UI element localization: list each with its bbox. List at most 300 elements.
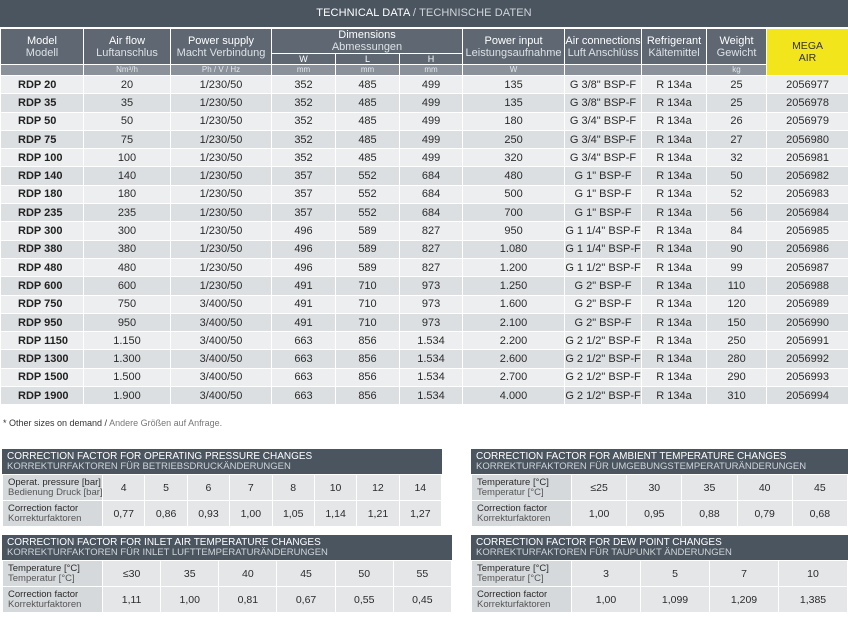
cell-dim-l: 710 bbox=[336, 313, 400, 331]
col-power-input: Power input Leistungsaufnahme bbox=[463, 29, 565, 65]
cell-model: RDP 1500 bbox=[1, 368, 84, 386]
cell-air-connection: G 2 1/2" BSP-F bbox=[565, 368, 642, 386]
correction-header bbox=[471, 535, 848, 560]
cell-power-input: 1.080 bbox=[463, 240, 565, 258]
cell-dim-w: 357 bbox=[272, 185, 336, 203]
dim-h-label: H bbox=[400, 54, 463, 65]
unit-airflow: Nm³/h bbox=[84, 65, 171, 76]
correction-factor-cell: 0,55 bbox=[335, 587, 393, 613]
correction-input-cell: 12 bbox=[357, 475, 399, 501]
header-row bbox=[1, 29, 848, 54]
correction-row-label: Correction factor Korrekturfaktoren bbox=[3, 501, 103, 527]
cell-refrigerant: R 134a bbox=[642, 185, 707, 203]
cell-weight: 56 bbox=[707, 204, 767, 222]
cell-mega-air-code: 2056992 bbox=[767, 350, 848, 368]
correction-factor-cell: 1,21 bbox=[357, 501, 399, 527]
col-power-supply: Power supply Macht Verbindung bbox=[171, 29, 272, 65]
cell-refrigerant: R 134a bbox=[642, 332, 707, 350]
correction-row-label: Temperature [°C] Temperatur [°C] bbox=[472, 561, 572, 587]
cell-weight: 150 bbox=[707, 313, 767, 331]
cell-airflow: 1.150 bbox=[84, 332, 171, 350]
unit-conn bbox=[565, 65, 642, 76]
cell-weight: 110 bbox=[707, 277, 767, 295]
cell-dim-h: 499 bbox=[400, 149, 463, 167]
correction-row bbox=[3, 561, 452, 587]
correction-factor-cell: 0,77 bbox=[103, 501, 145, 527]
cell-model: RDP 235 bbox=[1, 204, 84, 222]
correction-row bbox=[3, 587, 452, 613]
title-sub: TECHNISCHE DATEN bbox=[419, 7, 532, 19]
correction-input-cell: 7 bbox=[230, 475, 272, 501]
cell-power-supply: 1/230/50 bbox=[171, 240, 272, 258]
cell-airflow: 950 bbox=[84, 313, 171, 331]
cell-weight: 250 bbox=[707, 332, 767, 350]
correction-factor-cell: 1,099 bbox=[641, 587, 710, 613]
cell-weight: 310 bbox=[707, 387, 767, 405]
cell-power-supply: 1/230/50 bbox=[171, 130, 272, 148]
correction-row-label: Operat. pressure [bar] Bedienung Druck [bar] bbox=[3, 475, 103, 501]
cell-dim-l: 485 bbox=[336, 112, 400, 130]
cell-model: RDP 35 bbox=[1, 94, 84, 112]
cell-dim-h: 973 bbox=[400, 277, 463, 295]
cell-airflow: 300 bbox=[84, 222, 171, 240]
cell-air-connection: G 1 1/4" BSP-F bbox=[565, 240, 642, 258]
dim-l-label: L bbox=[336, 54, 400, 65]
cell-mega-air-code: 2056989 bbox=[767, 295, 848, 313]
cell-weight: 50 bbox=[707, 167, 767, 185]
cell-power-supply: 1/230/50 bbox=[171, 258, 272, 276]
cell-mega-air-code: 2056987 bbox=[767, 258, 848, 276]
cell-mega-air-code: 2056988 bbox=[767, 277, 848, 295]
cell-model: RDP 1300 bbox=[1, 350, 84, 368]
cell-power-supply: 3/400/50 bbox=[171, 332, 272, 350]
cell-weight: 52 bbox=[707, 185, 767, 203]
cell-dim-w: 352 bbox=[272, 112, 336, 130]
unit-model bbox=[1, 65, 84, 76]
table-row bbox=[1, 332, 848, 350]
cell-power-input: 1.600 bbox=[463, 295, 565, 313]
cell-model: RDP 75 bbox=[1, 130, 84, 148]
cell-airflow: 35 bbox=[84, 94, 171, 112]
cell-air-connection: G 3/4" BSP-F bbox=[565, 112, 642, 130]
cell-dim-w: 357 bbox=[272, 167, 336, 185]
cell-power-input: 2.200 bbox=[463, 332, 565, 350]
cell-power-supply: 1/230/50 bbox=[171, 94, 272, 112]
correction-input-cell: ≤30 bbox=[103, 561, 161, 587]
cell-mega-air-code: 2056984 bbox=[767, 204, 848, 222]
cell-weight: 27 bbox=[707, 130, 767, 148]
col-airflow: Air flow Luftanschlus bbox=[84, 29, 171, 65]
cell-power-input: 700 bbox=[463, 204, 565, 222]
cell-dim-w: 491 bbox=[272, 295, 336, 313]
table-row bbox=[1, 130, 848, 148]
cell-mega-air-code: 2056990 bbox=[767, 313, 848, 331]
col-weight: Weight Gewicht bbox=[707, 29, 767, 65]
title-separator: / bbox=[409, 7, 420, 19]
correction-input-cell: 45 bbox=[792, 475, 847, 501]
correction-factor-cell: 0,79 bbox=[737, 501, 792, 527]
cell-power-input: 2.700 bbox=[463, 368, 565, 386]
table-row bbox=[1, 204, 848, 222]
cell-weight: 280 bbox=[707, 350, 767, 368]
correction-factor-cell: 1,05 bbox=[272, 501, 314, 527]
cell-model: RDP 180 bbox=[1, 185, 84, 203]
col-refrigerant: Refrigerant Kältemittel bbox=[642, 29, 707, 65]
correction-input-cell: 35 bbox=[161, 561, 219, 587]
cell-air-connection: G 2 1/2" BSP-F bbox=[565, 387, 642, 405]
col-dimensions: Dimensions Abmessungen bbox=[272, 29, 463, 54]
cell-weight: 120 bbox=[707, 295, 767, 313]
correction-title: CORRECTION FACTOR FOR DEW POINT CHANGES bbox=[476, 537, 722, 548]
cell-weight: 26 bbox=[707, 112, 767, 130]
cell-power-supply: 1/230/50 bbox=[171, 277, 272, 295]
cell-power-input: 180 bbox=[463, 112, 565, 130]
cell-power-supply: 3/400/50 bbox=[171, 350, 272, 368]
correction-factor-cell: 0,67 bbox=[277, 587, 335, 613]
correction-row bbox=[472, 587, 848, 613]
correction-row bbox=[3, 475, 442, 501]
cell-weight: 84 bbox=[707, 222, 767, 240]
cell-power-input: 250 bbox=[463, 130, 565, 148]
cell-power-supply: 1/230/50 bbox=[171, 185, 272, 203]
correction-ambient-table bbox=[471, 449, 848, 529]
cell-power-supply: 1/230/50 bbox=[171, 149, 272, 167]
cell-refrigerant: R 134a bbox=[642, 295, 707, 313]
correction-input-cell: 6 bbox=[187, 475, 229, 501]
cell-dim-h: 499 bbox=[400, 112, 463, 130]
cell-mega-air-code: 2056979 bbox=[767, 112, 848, 130]
cell-mega-air-code: 2056983 bbox=[767, 185, 848, 203]
table-row bbox=[1, 258, 848, 276]
cell-dim-l: 485 bbox=[336, 130, 400, 148]
correction-input-cell: 35 bbox=[682, 475, 737, 501]
correction-factor-cell: 1,27 bbox=[399, 501, 441, 527]
cell-power-input: 135 bbox=[463, 76, 565, 94]
cell-dim-h: 827 bbox=[400, 258, 463, 276]
cell-model: RDP 140 bbox=[1, 167, 84, 185]
cell-air-connection: G 1" BSP-F bbox=[565, 167, 642, 185]
cell-airflow: 600 bbox=[84, 277, 171, 295]
sizes-note: * Other sizes on demand / Andere Größen auf Anfrage. bbox=[3, 418, 223, 428]
table-row bbox=[1, 387, 848, 405]
correction-input-cell: 55 bbox=[393, 561, 451, 587]
correction-input-cell: 4 bbox=[103, 475, 145, 501]
cell-refrigerant: R 134a bbox=[642, 240, 707, 258]
correction-factor-cell: 0,45 bbox=[393, 587, 451, 613]
cell-dim-w: 491 bbox=[272, 277, 336, 295]
cell-model: RDP 1900 bbox=[1, 387, 84, 405]
correction-row bbox=[472, 475, 848, 501]
correction-factor-cell: 0,88 bbox=[682, 501, 737, 527]
cell-dim-w: 357 bbox=[272, 204, 336, 222]
cell-power-input: 950 bbox=[463, 222, 565, 240]
cell-refrigerant: R 134a bbox=[642, 368, 707, 386]
cell-mega-air-code: 2056982 bbox=[767, 167, 848, 185]
cell-mega-air-code: 2056993 bbox=[767, 368, 848, 386]
cell-dim-w: 496 bbox=[272, 222, 336, 240]
cell-weight: 25 bbox=[707, 76, 767, 94]
correction-input-cell: 5 bbox=[641, 561, 710, 587]
correction-factor-cell: 1,00 bbox=[572, 501, 627, 527]
cell-airflow: 50 bbox=[84, 112, 171, 130]
cell-refrigerant: R 134a bbox=[642, 112, 707, 130]
cell-refrigerant: R 134a bbox=[642, 277, 707, 295]
correction-subtitle: KORREKTURFAKTOREN FÜR TAUPUNKT ÄNDERUNGEN bbox=[476, 547, 732, 558]
correction-row-label: Correction factor Korrekturfaktoren bbox=[3, 587, 103, 613]
correction-title: CORRECTION FACTOR FOR INLET AIR TEMPERATURE CHANGES bbox=[7, 537, 321, 548]
cell-refrigerant: R 134a bbox=[642, 258, 707, 276]
table-row bbox=[1, 76, 848, 94]
cell-refrigerant: R 134a bbox=[642, 387, 707, 405]
cell-refrigerant: R 134a bbox=[642, 204, 707, 222]
correction-input-cell: 10 bbox=[314, 475, 356, 501]
cell-dim-w: 352 bbox=[272, 94, 336, 112]
cell-airflow: 750 bbox=[84, 295, 171, 313]
cell-mega-air-code: 2056981 bbox=[767, 149, 848, 167]
table-row bbox=[1, 149, 848, 167]
correction-title: CORRECTION FACTOR FOR OPERATING PRESSURE CHANGES bbox=[7, 451, 313, 462]
correction-dewpoint-table bbox=[471, 535, 848, 617]
cell-dim-h: 1.534 bbox=[400, 332, 463, 350]
correction-input-cell: 3 bbox=[572, 561, 641, 587]
cell-airflow: 380 bbox=[84, 240, 171, 258]
cell-weight: 99 bbox=[707, 258, 767, 276]
cell-airflow: 140 bbox=[84, 167, 171, 185]
cell-airflow: 1.500 bbox=[84, 368, 171, 386]
col-mega-air: MEGA AIR bbox=[767, 29, 848, 76]
technical-data-table bbox=[0, 28, 848, 405]
cell-mega-air-code: 2056985 bbox=[767, 222, 848, 240]
cell-power-input: 2.100 bbox=[463, 313, 565, 331]
cell-airflow: 100 bbox=[84, 149, 171, 167]
cell-dim-h: 973 bbox=[400, 313, 463, 331]
cell-power-input: 4.000 bbox=[463, 387, 565, 405]
cell-dim-l: 856 bbox=[336, 387, 400, 405]
table-row bbox=[1, 313, 848, 331]
cell-air-connection: G 2" BSP-F bbox=[565, 277, 642, 295]
cell-dim-l: 552 bbox=[336, 167, 400, 185]
cell-air-connection: G 1 1/2" BSP-F bbox=[565, 258, 642, 276]
cell-model: RDP 100 bbox=[1, 149, 84, 167]
cell-power-supply: 1/230/50 bbox=[171, 167, 272, 185]
cell-dim-h: 499 bbox=[400, 76, 463, 94]
cell-power-input: 135 bbox=[463, 94, 565, 112]
correction-header bbox=[2, 449, 442, 474]
cell-air-connection: G 2 1/2" BSP-F bbox=[565, 350, 642, 368]
cell-air-connection: G 1" BSP-F bbox=[565, 185, 642, 203]
col-air-connections: Air connections Luft Anschlüss bbox=[565, 29, 642, 65]
cell-power-input: 320 bbox=[463, 149, 565, 167]
cell-dim-w: 663 bbox=[272, 332, 336, 350]
cell-dim-w: 663 bbox=[272, 387, 336, 405]
cell-power-supply: 3/400/50 bbox=[171, 313, 272, 331]
cell-refrigerant: R 134a bbox=[642, 167, 707, 185]
correction-subtitle: KORREKTURFAKTOREN FÜR INLET LUFTTEMPERATURÄNDERUNGEN bbox=[7, 547, 328, 558]
correction-header bbox=[2, 535, 452, 560]
correction-input-cell: 40 bbox=[737, 475, 792, 501]
correction-factor-cell: 0,93 bbox=[187, 501, 229, 527]
cell-air-connection: G 3/4" BSP-F bbox=[565, 130, 642, 148]
cell-refrigerant: R 134a bbox=[642, 350, 707, 368]
cell-dim-l: 485 bbox=[336, 149, 400, 167]
unit-power: Ph / V / Hz bbox=[171, 65, 272, 76]
correction-input-cell: 8 bbox=[272, 475, 314, 501]
technical-data-body bbox=[1, 76, 848, 405]
cell-dim-w: 352 bbox=[272, 76, 336, 94]
cell-dim-l: 589 bbox=[336, 258, 400, 276]
cell-refrigerant: R 134a bbox=[642, 94, 707, 112]
cell-weight: 32 bbox=[707, 149, 767, 167]
cell-dim-w: 496 bbox=[272, 240, 336, 258]
table-row bbox=[1, 185, 848, 203]
unit-refr bbox=[642, 65, 707, 76]
table-row bbox=[1, 295, 848, 313]
cell-power-supply: 3/400/50 bbox=[171, 295, 272, 313]
correction-factor-cell: 1,00 bbox=[572, 587, 641, 613]
cell-power-supply: 1/230/50 bbox=[171, 76, 272, 94]
cell-refrigerant: R 134a bbox=[642, 149, 707, 167]
cell-dim-h: 827 bbox=[400, 240, 463, 258]
cell-power-input: 480 bbox=[463, 167, 565, 185]
cell-dim-h: 499 bbox=[400, 94, 463, 112]
cell-airflow: 75 bbox=[84, 130, 171, 148]
cell-dim-l: 710 bbox=[336, 277, 400, 295]
cell-mega-air-code: 2056980 bbox=[767, 130, 848, 148]
cell-refrigerant: R 134a bbox=[642, 313, 707, 331]
col-model: Model Modell bbox=[1, 29, 84, 65]
cell-dim-l: 552 bbox=[336, 204, 400, 222]
cell-dim-w: 352 bbox=[272, 149, 336, 167]
cell-dim-w: 496 bbox=[272, 258, 336, 276]
cell-weight: 25 bbox=[707, 94, 767, 112]
cell-dim-h: 684 bbox=[400, 204, 463, 222]
dim-w-label: W bbox=[272, 54, 336, 65]
cell-refrigerant: R 134a bbox=[642, 222, 707, 240]
correction-row-label: Correction factor Korrekturfaktoren bbox=[472, 587, 572, 613]
correction-row-label: Temperature [°C] Temperatur [°C] bbox=[3, 561, 103, 587]
cell-weight: 90 bbox=[707, 240, 767, 258]
cell-power-input: 1.250 bbox=[463, 277, 565, 295]
correction-factor-cell: 0,95 bbox=[627, 501, 682, 527]
cell-dim-w: 352 bbox=[272, 130, 336, 148]
correction-factor-cell: 0,86 bbox=[145, 501, 187, 527]
cell-power-supply: 1/230/50 bbox=[171, 222, 272, 240]
correction-input-cell: 40 bbox=[219, 561, 277, 587]
correction-title: CORRECTION FACTOR FOR AMBIENT TEMPERATURE CHANGES bbox=[476, 451, 787, 462]
cell-power-supply: 3/400/50 bbox=[171, 368, 272, 386]
cell-model: RDP 380 bbox=[1, 240, 84, 258]
cell-model: RDP 1150 bbox=[1, 332, 84, 350]
cell-dim-l: 589 bbox=[336, 240, 400, 258]
correction-factor-cell: 0,68 bbox=[792, 501, 847, 527]
cell-air-connection: G 2 1/2" BSP-F bbox=[565, 332, 642, 350]
cell-dim-l: 552 bbox=[336, 185, 400, 203]
cell-airflow: 180 bbox=[84, 185, 171, 203]
cell-dim-l: 856 bbox=[336, 368, 400, 386]
cell-power-input: 2.600 bbox=[463, 350, 565, 368]
cell-weight: 290 bbox=[707, 368, 767, 386]
cell-airflow: 235 bbox=[84, 204, 171, 222]
table-row bbox=[1, 112, 848, 130]
cell-model: RDP 950 bbox=[1, 313, 84, 331]
unit-w: mm bbox=[272, 65, 336, 76]
cell-airflow: 20 bbox=[84, 76, 171, 94]
cell-dim-l: 589 bbox=[336, 222, 400, 240]
correction-input-cell: 14 bbox=[399, 475, 441, 501]
correction-row bbox=[472, 561, 848, 587]
cell-dim-h: 827 bbox=[400, 222, 463, 240]
cell-air-connection: G 3/8" BSP-F bbox=[565, 76, 642, 94]
correction-subtitle: KORREKTURFAKTOREN FÜR BETRIEBSDRUCKÄNDERUNGEN bbox=[7, 461, 291, 472]
correction-input-cell: 7 bbox=[710, 561, 779, 587]
cell-dim-h: 973 bbox=[400, 295, 463, 313]
cell-dim-h: 684 bbox=[400, 185, 463, 203]
correction-input-cell: 5 bbox=[145, 475, 187, 501]
cell-power-input: 1.200 bbox=[463, 258, 565, 276]
unit-h: mm bbox=[400, 65, 463, 76]
cell-mega-air-code: 2056991 bbox=[767, 332, 848, 350]
cell-dim-w: 491 bbox=[272, 313, 336, 331]
cell-dim-l: 485 bbox=[336, 76, 400, 94]
correction-factor-cell: 1,385 bbox=[779, 587, 848, 613]
cell-dim-h: 1.534 bbox=[400, 350, 463, 368]
cell-dim-h: 499 bbox=[400, 130, 463, 148]
cell-mega-air-code: 2056994 bbox=[767, 387, 848, 405]
correction-factor-cell: 0,81 bbox=[219, 587, 277, 613]
correction-row bbox=[472, 501, 848, 527]
table-row bbox=[1, 277, 848, 295]
correction-header bbox=[471, 449, 848, 474]
correction-input-cell: ≤25 bbox=[572, 475, 627, 501]
cell-power-supply: 1/230/50 bbox=[171, 112, 272, 130]
cell-dim-h: 1.534 bbox=[400, 368, 463, 386]
correction-input-cell: 30 bbox=[627, 475, 682, 501]
cell-power-supply: 1/230/50 bbox=[171, 204, 272, 222]
correction-input-cell: 50 bbox=[335, 561, 393, 587]
cell-air-connection: G 3/8" BSP-F bbox=[565, 94, 642, 112]
cell-model: RDP 50 bbox=[1, 112, 84, 130]
cell-dim-l: 710 bbox=[336, 295, 400, 313]
cell-air-connection: G 1" BSP-F bbox=[565, 204, 642, 222]
correction-input-cell: 10 bbox=[779, 561, 848, 587]
correction-factor-cell: 1,209 bbox=[710, 587, 779, 613]
cell-power-supply: 3/400/50 bbox=[171, 387, 272, 405]
correction-row bbox=[3, 501, 442, 527]
cell-model: RDP 480 bbox=[1, 258, 84, 276]
table-row bbox=[1, 240, 848, 258]
cell-airflow: 1.900 bbox=[84, 387, 171, 405]
cell-mega-air-code: 2056986 bbox=[767, 240, 848, 258]
cell-power-input: 500 bbox=[463, 185, 565, 203]
cell-air-connection: G 3/4" BSP-F bbox=[565, 149, 642, 167]
cell-mega-air-code: 2056978 bbox=[767, 94, 848, 112]
correction-factor-cell: 1,00 bbox=[161, 587, 219, 613]
cell-dim-l: 856 bbox=[336, 350, 400, 368]
correction-factor-cell: 1,11 bbox=[103, 587, 161, 613]
cell-air-connection: G 1 1/4" BSP-F bbox=[565, 222, 642, 240]
table-row bbox=[1, 167, 848, 185]
cell-model: RDP 750 bbox=[1, 295, 84, 313]
cell-air-connection: G 2" BSP-F bbox=[565, 313, 642, 331]
cell-model: RDP 300 bbox=[1, 222, 84, 240]
table-row bbox=[1, 350, 848, 368]
correction-factor-cell: 1,00 bbox=[230, 501, 272, 527]
unit-weight: kg bbox=[707, 65, 767, 76]
correction-factor-cell: 1,14 bbox=[314, 501, 356, 527]
cell-dim-w: 663 bbox=[272, 368, 336, 386]
cell-model: RDP 20 bbox=[1, 76, 84, 94]
correction-row-label: Correction factor Korrekturfaktoren bbox=[472, 501, 572, 527]
